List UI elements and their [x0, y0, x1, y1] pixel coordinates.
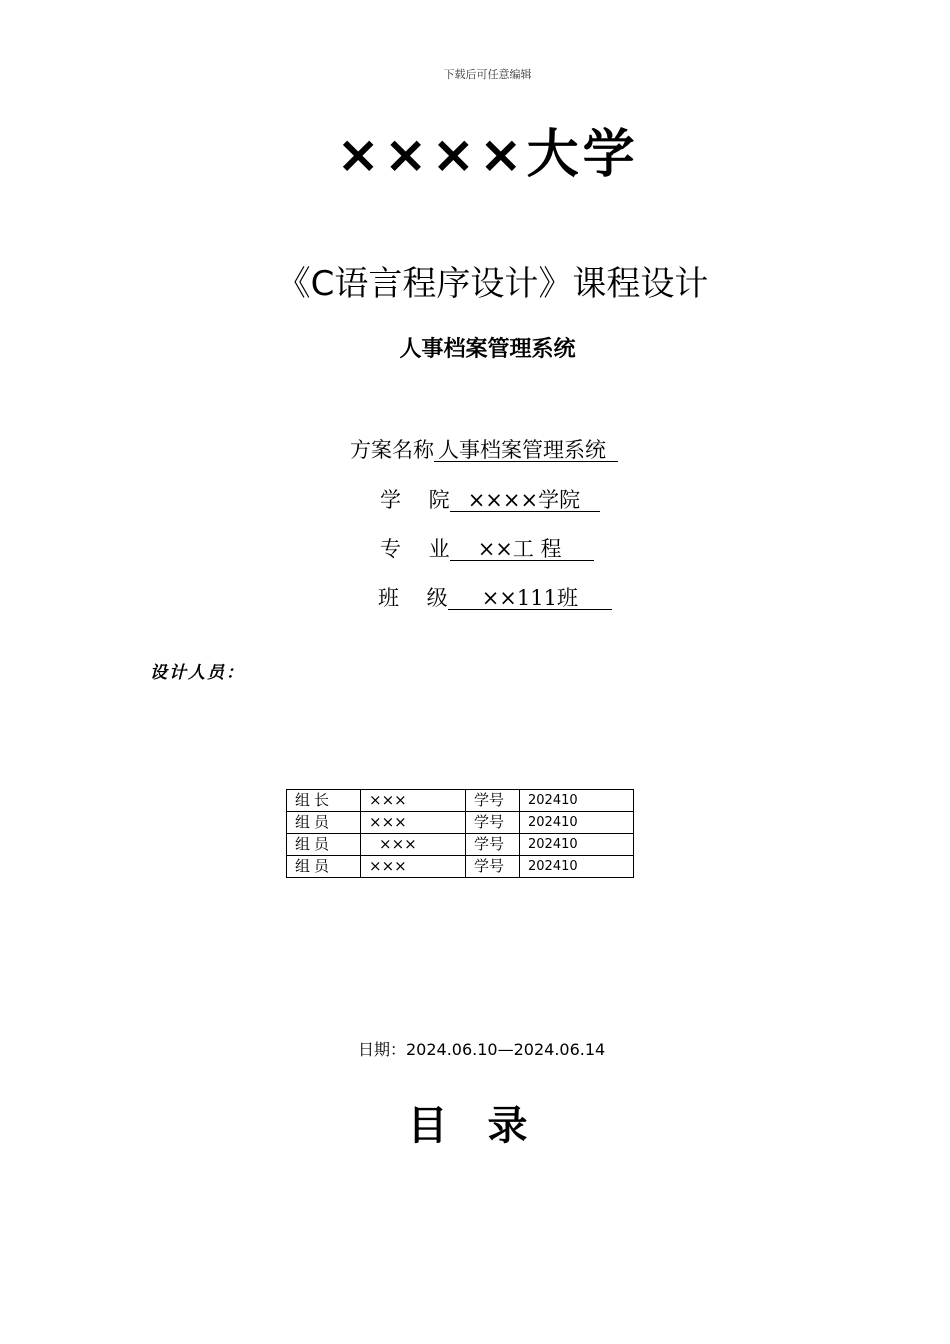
- member-role: 组员: [287, 834, 361, 856]
- member-id: 202410: [520, 790, 634, 812]
- table-row: [287, 834, 634, 856]
- member-id: 202410: [520, 856, 634, 878]
- member-name: ×××: [361, 856, 466, 878]
- major-row: [380, 533, 594, 563]
- members-table: [286, 789, 634, 878]
- class-label: 班 级: [378, 586, 448, 610]
- class-value: ××111班: [448, 587, 612, 610]
- member-id-label: 学号: [466, 812, 520, 834]
- project-name-label: 方案名称: [350, 438, 434, 462]
- member-role: 组长: [287, 790, 361, 812]
- member-id: 202410: [520, 812, 634, 834]
- header-note: 下载后可任意编辑: [443, 68, 532, 81]
- member-id: 202410: [520, 834, 634, 856]
- table-row: [287, 790, 634, 812]
- toc-heading: 目录: [407, 1103, 568, 1149]
- college-row: [380, 484, 600, 514]
- member-role: 组员: [287, 856, 361, 878]
- member-id-label: 学号: [466, 856, 520, 878]
- member-name: ×××: [361, 812, 466, 834]
- member-id-label: 学号: [466, 834, 520, 856]
- date-line: 日期：2024.06.10—2024.06.14: [358, 1040, 606, 1059]
- project-subtitle: 人事档案管理系统: [399, 337, 576, 362]
- member-name: ×××: [361, 790, 466, 812]
- member-role: 组员: [287, 812, 361, 834]
- designers-label: 设计人员：: [150, 663, 245, 683]
- project-name-row: [350, 434, 618, 464]
- table-row: [287, 856, 634, 878]
- college-label: 学 院: [380, 488, 450, 512]
- table-row: [287, 812, 634, 834]
- course-title: 《C语言程序设计》课程设计: [276, 264, 709, 304]
- member-id-label: 学号: [466, 790, 520, 812]
- project-name-value: 人事档案管理系统: [434, 439, 618, 462]
- member-name: ×××: [361, 834, 466, 856]
- college-value: ××××学院: [450, 489, 600, 512]
- major-label: 专 业: [380, 537, 450, 561]
- university-name: ××××大学: [336, 125, 639, 185]
- class-row: [378, 582, 612, 612]
- major-value: ××工 程: [450, 538, 594, 561]
